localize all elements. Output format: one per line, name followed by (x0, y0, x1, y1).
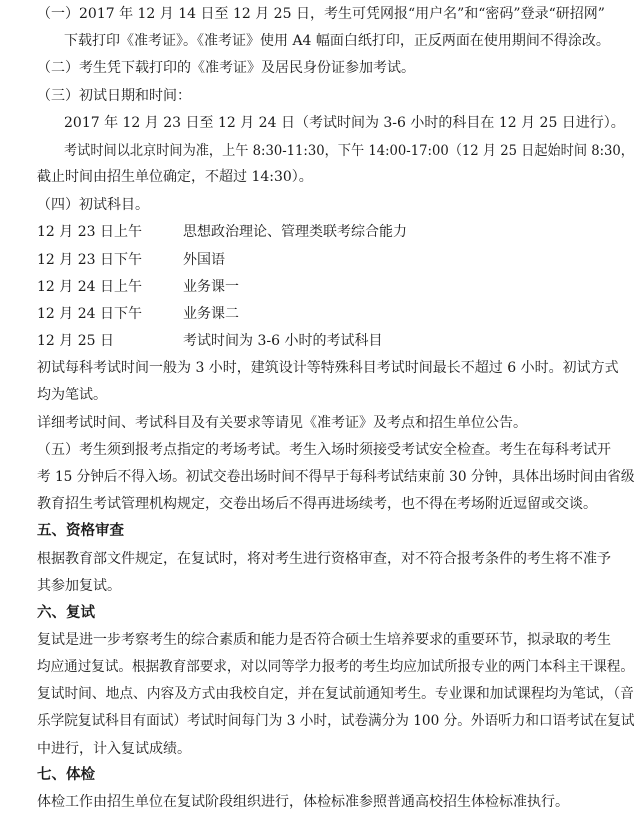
schedule-date: 12 月 23 日下午 (37, 251, 142, 268)
para-5-line-1: （五）考生须到报考点指定的考场考试。考生入场时须接受考试安全检查。考生在每科考试开 (37, 441, 611, 458)
section-7-heading: 七、体检 (37, 766, 95, 783)
section-6-heading: 六、复试 (37, 604, 95, 621)
schedule-subject: 外国语 (183, 251, 225, 268)
para-4-title: （四）初试科目。 (37, 197, 149, 214)
section-6-line-5: 中进行，计入复试成绩。 (37, 740, 191, 757)
para-2: （二）考生凭下载打印的《准考证》及居民身份证参加考试。 (37, 60, 415, 77)
schedule-date: 12 月 25 日 (37, 333, 114, 349)
para-5-line-3: 教育招生考试管理机构规定，交卷出场后不得再进场续考，也不得在考场附近逗留或交谈。 (37, 496, 597, 512)
section-6-line-3: 复试时间、地点、内容及方式由我校自定，并在复试前通知考生。专业课和加试课程均为笔试，（音 (37, 686, 634, 703)
schedule-subject: 思想政治理论、管理类联考综合能力 (183, 224, 407, 241)
para-3-line-1: 2017 年 12 月 23 日至 12 月 24 日（考试时间为 3-6 小时的科目在 12 月 25 日进行）。 (64, 114, 625, 131)
para-1-line-2: 下载打印《准考证》。《准考证》使用 A4 幅面白纸打印，正反两面在使用期间不得涂改。 (64, 33, 610, 50)
para-3-line-3: 截止时间由招生单位确定，不超过 14:30）。 (37, 169, 313, 185)
section-5-line-1: 根据教育部文件规定，在复试时，将对考生进行资格审查，对不符合报考条件的考生将不准予 (37, 551, 611, 568)
section-6-line-1: 复试是进一步考察考生的综合素质和能力是否符合硕士生培养要求的重要环节，拟录取的考生 (37, 631, 611, 648)
para-3-title: （三）初试日期和时间： (37, 87, 191, 104)
section-5-line-2: 其参加复试。 (37, 577, 121, 594)
section-5-heading: 五、资格审查 (37, 523, 124, 540)
schedule-date: 12 月 24 日下午 (37, 305, 142, 322)
exam-notes-line-1: 初试每科考试时间一般为 3 小时，建筑设计等特殊科目考试时间最长不超过 6 小时。初试方式 (37, 360, 619, 377)
section-6-line-2: 均应通过复试。根据教育部要求，对以同等学力报考的考生均应加试所报专业的两门本科主干课程。 (37, 659, 634, 676)
exam-notes-line-2: 均为笔试。 (37, 387, 107, 404)
exam-notes-line-3: 详细考试时间、考试科目及有关要求等请见《准考证》及考点和招生单位公告。 (37, 414, 527, 431)
schedule-subject: 考试时间为 3-6 小时的考试科目 (183, 333, 383, 349)
para-1-line-1: （一）2017 年 12 月 14 日至 12 月 25 日，考生可凭网报“用户名”和“密码”登录“研招网” (37, 6, 605, 22)
section-7-line-1: 体检工作由招生单位在复试阶段组织进行，体检标准参照普通高校招生体检标准执行。 (37, 794, 569, 810)
schedule-date: 12 月 23 日上午 (37, 224, 142, 241)
section-6-line-4: 乐学院复试科目有面试）考试时间每门为 3 小时，试卷满分为 100 分。外语听力和口语考试在复试 (37, 713, 635, 730)
schedule-subject: 业务课一 (183, 278, 239, 295)
schedule-subject: 业务课二 (183, 305, 239, 322)
para-3-line-2: 考试时间以北京时间为准，上午 8:30-11:30，下午 14:00-17:00（12 月 25 日起始时间 8:30， (64, 142, 634, 159)
para-5-line-2: 考 15 分钟后不得入场。初试交卷出场时间不得早于每科考试结束前 30 分钟，具体出场时间由省级 (37, 468, 635, 485)
schedule-date: 12 月 24 日上午 (37, 278, 142, 295)
